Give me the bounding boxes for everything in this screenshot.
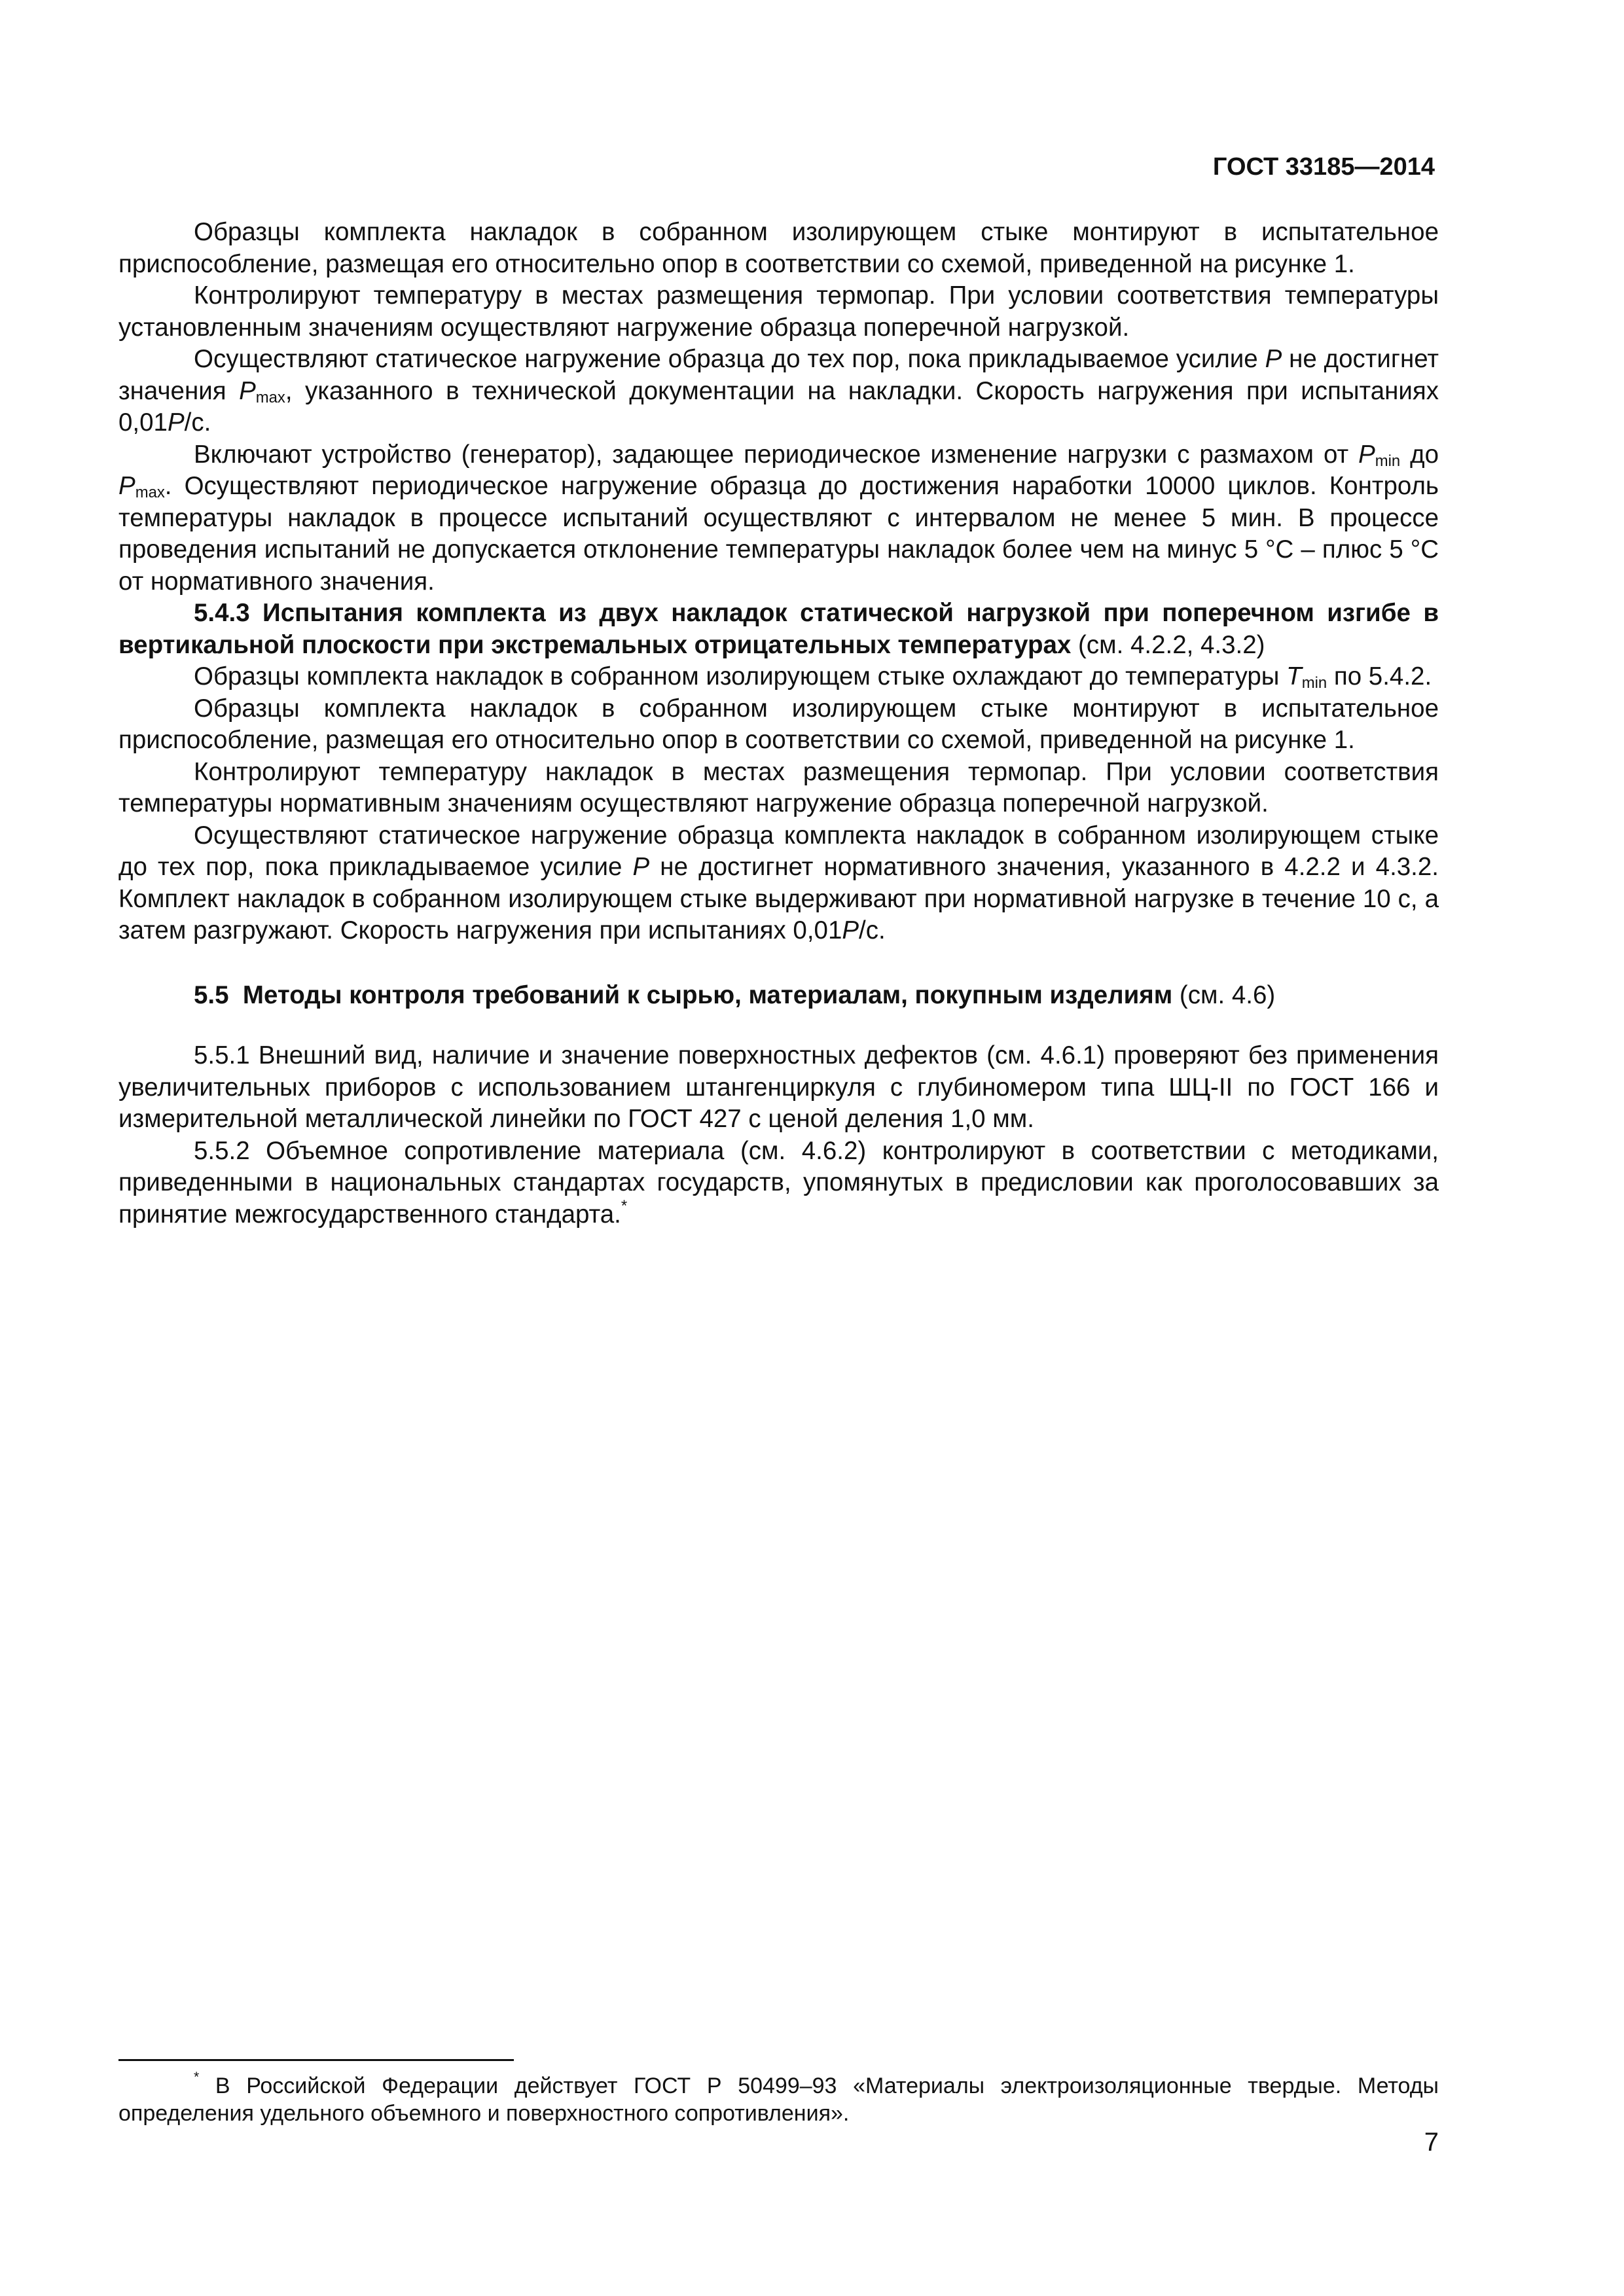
paragraph-static-loading-2	[118, 820, 1439, 947]
paragraph-cooling	[118, 661, 1439, 693]
paragraph-5-5-1: 5.5.1 Внешний вид, наличие и значение поверхностных дефектов (см. 4.6.1) проверяют без применения увеличительных приборов с использованием штангенциркуля с глубиномером типа ШЦ-II по ГОСТ 166 и измерительной металлической линейки по ГОСТ 427 с ценой деления 1,0 мм.	[118, 1041, 1439, 1133]
text-segment: 5.5.2 Объемное сопротивление материала (см. 4.6.2) контролируют в соответствии с методиками, приведенными в национальных стандартах государств, упомянутых в предисловии как проголосовавших за принятие межгосударственного стандарта.	[118, 1136, 1439, 1229]
footnote	[118, 2072, 1439, 2127]
subscript-min: min	[1301, 674, 1327, 692]
symbol-p: P	[167, 408, 185, 437]
footnote-divider	[118, 2059, 514, 2061]
footnote-mark: *	[194, 2070, 200, 2085]
footnote-text: В Российской Федерации действует ГОСТ Р 50499–93 «Материалы электроизоляционные твердые. Методы определения удельного объемного и поверхностного сопротивления».	[118, 2073, 1439, 2126]
text-segment: /с.	[184, 408, 211, 437]
symbol-p: P	[842, 916, 859, 944]
paragraph-temperature-control-2: Контролируют температуру накладок в местах размещения термопар. При условии соответствия температуры нормативным значениям осуществляют нагружение образца поперечной нагрузкой.	[118, 757, 1439, 817]
symbol-p: P	[632, 853, 650, 881]
section-5-5-refs: (см. 4.6)	[1172, 980, 1276, 1009]
section-5-5-heading	[118, 980, 1439, 1012]
paragraph-5-5-2	[118, 1136, 1439, 1231]
subscript-max: max	[135, 484, 165, 501]
symbol-p: P	[1265, 345, 1282, 373]
text-segment: Включают устройство (генератор), задающее периодическое изменение нагрузки с размахом от	[194, 440, 1359, 469]
text-segment: Осуществляют статическое нагружение образца до тех пор, пока прикладываемое усилие	[194, 345, 1265, 373]
subscript-min: min	[1375, 452, 1401, 470]
footnote-text-block	[118, 2072, 1439, 2127]
section-5-4-3-title: 5.4.3 Испытания комплекта из двух накладок статической нагрузкой при поперечном изгибе в вертикальной плоскости при экстремальных отрицательных температурах	[118, 599, 1439, 659]
text-segment: не достигнет нормативного значения, указанного в 4.2.2 и 4.3.2. Комплект накладок в собранном изолирующем стыке выдерживают при нормативной нагрузке в течение 10 с, а затем разгружают. Скорость нагружения при испытаниях 0,01	[118, 853, 1439, 944]
document-body	[118, 217, 1439, 1230]
symbol-p: P	[239, 376, 256, 405]
section-5-5-title: 5.5 Методы контроля требований к сырью, материалам, покупным изделиям	[194, 980, 1173, 1009]
text-segment: Осуществляют статическое нагружение образца комплекта накладок в собранном изолирующем стыке до тех пор, пока прикладываемое усилие	[118, 821, 1439, 881]
text-segment: Образцы комплекта накладок в собранном изолирующем стыке охлаждают до температуры	[194, 662, 1287, 691]
paragraph-temperature-control-1: Контролируют температуру в местах размещения термопар. При условии соответствия температуры установленным значениям осуществляют нагружение образца поперечной нагрузкой.	[118, 281, 1439, 342]
text-segment: /с.	[859, 916, 886, 944]
symbol-t: T	[1286, 662, 1302, 691]
text-segment: до	[1400, 440, 1439, 469]
paragraph-mounting-2: Образцы комплекта накладок в собранном изолирующем стыке монтируют в испытательное приспособление, размещая его относительно опор в соответствии со схемой, приведенной на рисунке 1.	[118, 694, 1439, 754]
footnote-reference: *	[621, 1196, 628, 1215]
subscript-max: max	[255, 388, 285, 406]
text-segment: . Осуществляют периодическое нагружение образца до достижения наработки 10000 циклов. Контроль температуры накладок в процессе испытаний осуществляют с интервалом не менее 5 мин. В процессе проведения испытаний не допускается отклонение температуры накладок более чем на минус 5 °С – плюс 5 °С от нормативного значения.	[118, 472, 1439, 596]
section-5-4-3-refs: (см. 4.2.2, 4.3.2)	[1071, 630, 1265, 659]
paragraph-mounting-1: Образцы комплекта накладок в собранном изолирующем стыке монтируют в испытательное приспособление, размещая его относительно опор в соответствии со схемой, приведенной на рисунке 1.	[118, 218, 1439, 278]
symbol-p: P	[1358, 440, 1375, 469]
symbol-p: P	[118, 472, 135, 500]
text-segment: по 5.4.2.	[1327, 662, 1432, 691]
text-segment: не достигнет значения	[118, 345, 1439, 405]
section-5-4-3-heading	[118, 598, 1439, 661]
page-number: 7	[1424, 2128, 1439, 2157]
text-segment: , указанного в технической документации на накладки. Скорость нагружения при испытаниях 0,01	[118, 376, 1439, 437]
paragraph-static-loading	[118, 344, 1439, 439]
paragraph-periodic-loading	[118, 439, 1439, 598]
standard-header: ГОСТ 33185—2014	[1212, 153, 1435, 181]
